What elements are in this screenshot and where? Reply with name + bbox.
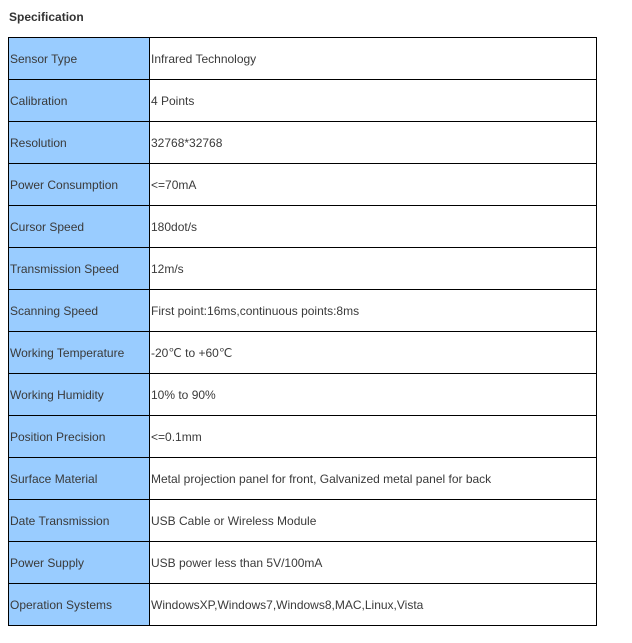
specification-table <box>8 37 597 626</box>
spec-value: 4 Points <box>150 80 597 122</box>
spec-value: Metal projection panel for front, Galvanized metal panel for back <box>150 458 597 500</box>
spec-label: Date Transmission <box>9 500 150 542</box>
spec-label: Calibration <box>9 80 150 122</box>
spec-label: Resolution <box>9 122 150 164</box>
table-row <box>9 542 597 584</box>
spec-label: Working Humidity <box>9 374 150 416</box>
spec-value: WindowsXP,Windows7,Windows8,MAC,Linux,Vista <box>150 584 597 626</box>
spec-value: <=0.1mm <box>150 416 597 458</box>
spec-value: USB Cable or Wireless Module <box>150 500 597 542</box>
spec-label: Power Supply <box>9 542 150 584</box>
table-row <box>9 374 597 416</box>
spec-value: 12m/s <box>150 248 597 290</box>
table-row <box>9 38 597 80</box>
spec-label: Transmission Speed <box>9 248 150 290</box>
spec-value: Infrared Technology <box>150 38 597 80</box>
spec-value: 32768*32768 <box>150 122 597 164</box>
spec-label: Surface Material <box>9 458 150 500</box>
table-row <box>9 290 597 332</box>
spec-label: Scanning Speed <box>9 290 150 332</box>
table-row <box>9 206 597 248</box>
table-row <box>9 584 597 626</box>
spec-label: Working Temperature <box>9 332 150 374</box>
table-row <box>9 458 597 500</box>
spec-value: 180dot/s <box>150 206 597 248</box>
section-title: Specification <box>9 10 84 24</box>
spec-label: Power Consumption <box>9 164 150 206</box>
table-row <box>9 80 597 122</box>
spec-label: Operation Systems <box>9 584 150 626</box>
spec-value: -20℃ to +60℃ <box>150 332 597 374</box>
table-row <box>9 416 597 458</box>
spec-value: First point:16ms,continuous points:8ms <box>150 290 597 332</box>
spec-label: Position Precision <box>9 416 150 458</box>
spec-value: <=70mA <box>150 164 597 206</box>
table-row <box>9 500 597 542</box>
spec-value: 10% to 90% <box>150 374 597 416</box>
table-row <box>9 248 597 290</box>
spec-label: Sensor Type <box>9 38 150 80</box>
spec-label: Cursor Speed <box>9 206 150 248</box>
table-row <box>9 164 597 206</box>
spec-value: USB power less than 5V/100mA <box>150 542 597 584</box>
table-row <box>9 332 597 374</box>
table-row <box>9 122 597 164</box>
